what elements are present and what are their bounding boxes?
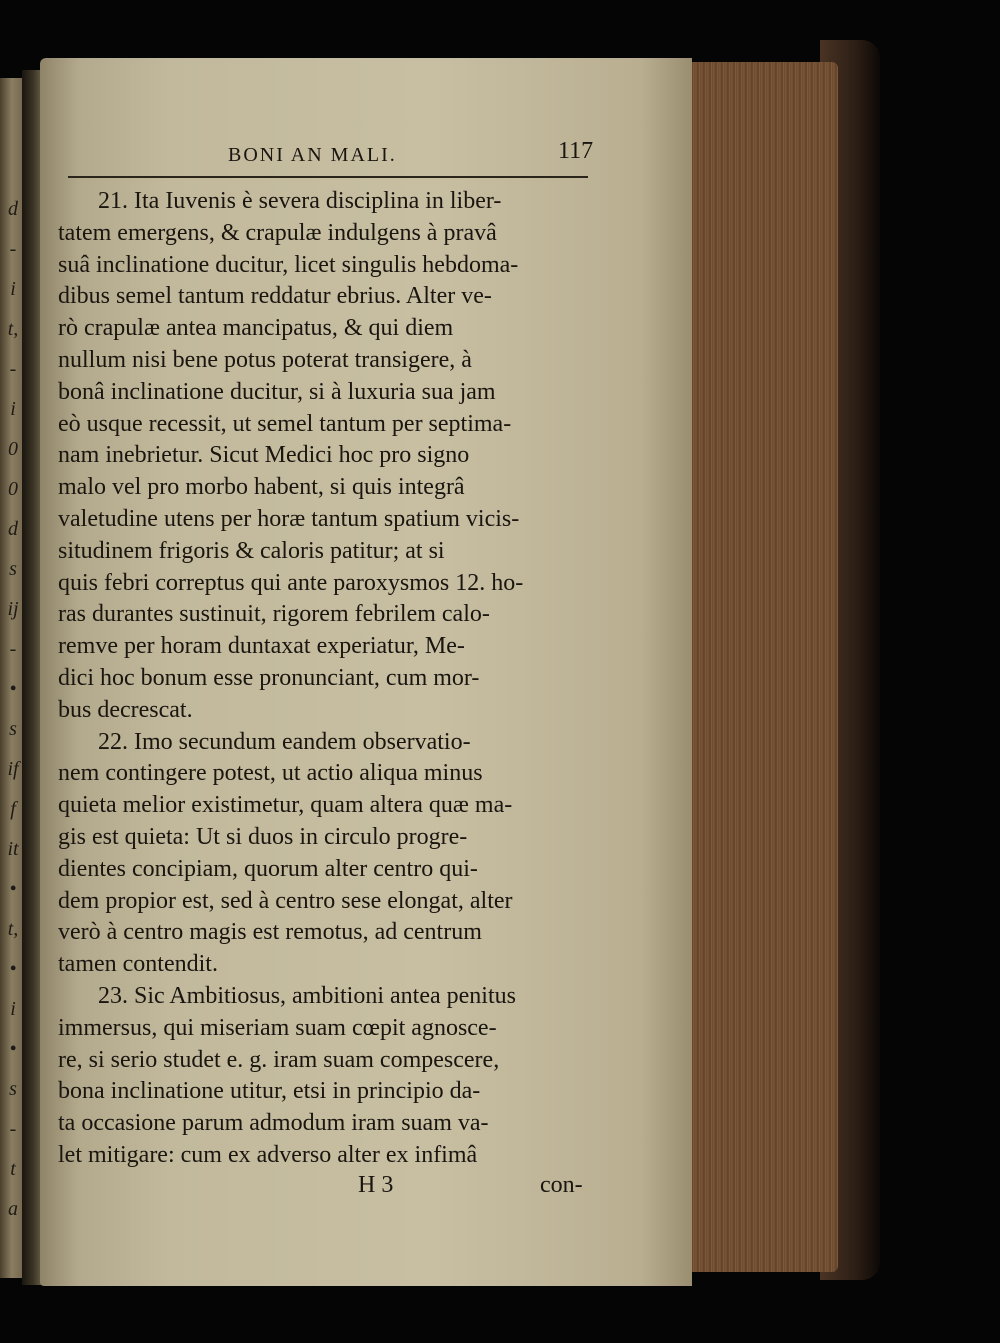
left-page-fragment: s	[9, 1078, 17, 1100]
text-line: nullum nisi bene potus poterat transigere, à	[58, 346, 472, 373]
text-line: verò à centro magis est remotus, ad centrum	[58, 919, 482, 946]
text-line: tamen contendit.	[58, 951, 218, 978]
text-line: valetudine utens per horæ tantum spatium vicis-	[58, 505, 520, 532]
left-page-fragment: i	[10, 278, 16, 300]
left-page-fragment: f	[10, 798, 16, 820]
left-page-fragment: if	[7, 758, 19, 780]
catch-line	[58, 1172, 598, 1206]
text-line: bonâ inclinatione ducitur, si à luxuria sua jam	[58, 378, 496, 405]
running-head: BONI AN MALI.	[228, 144, 397, 166]
text-line: bona inclinatione utitur, etsi in principio da-	[58, 1078, 481, 1105]
text-line: situdinem frigoris & caloris patitur; at si	[58, 537, 445, 564]
left-page-fragment: t,	[7, 318, 19, 340]
left-page-fragment: d	[8, 198, 18, 220]
left-page-fragment: •	[9, 878, 17, 900]
page-stack-fore-edge	[688, 62, 838, 1272]
catchword: con-	[540, 1171, 583, 1198]
text-line: 22. Imo secundum eandem observatio-	[98, 728, 471, 755]
text-line: nam inebrietur. Sicut Medici hoc pro signo	[58, 442, 470, 469]
left-page-fragment: i	[10, 998, 16, 1020]
text-line: re, si serio studet e. g. iram suam compescere,	[58, 1046, 500, 1073]
left-page-fragment: -	[9, 238, 17, 260]
left-page-fragment: t	[10, 1158, 16, 1180]
left-page-fragment: •	[9, 958, 17, 980]
text-line: 21. Ita Iuvenis è severa disciplina in liber-	[98, 188, 502, 214]
page-header	[58, 138, 598, 174]
text-line: suâ inclinatione ducitur, licet singulis hebdoma-	[58, 251, 519, 278]
left-page-fragment: ij	[7, 598, 19, 620]
left-page-fragment: s	[9, 558, 17, 580]
left-page-fragment: i	[10, 398, 16, 420]
text-line: quis febri correptus qui ante paroxysmos 12. ho-	[58, 569, 524, 596]
left-page-fragment: •	[9, 678, 17, 700]
text-line: remve per horam duntaxat experiatur, Me-	[58, 633, 465, 660]
page-text-block	[58, 138, 598, 1198]
left-page-fragment: -	[9, 1118, 17, 1140]
text-line: let mitigare: cum ex adverso alter ex infimâ	[58, 1141, 478, 1168]
text-line: dem propior est, sed à centro sese elongat, alter	[58, 887, 513, 914]
left-page-fragment: s	[9, 718, 17, 740]
text-line: dientes concipiam, quorum alter centro qui-	[58, 855, 478, 882]
body-text	[58, 186, 598, 1206]
text-line: dici hoc bonum esse pronunciant, cum mor-	[58, 664, 480, 691]
text-line: bus decrescat.	[58, 696, 193, 723]
text-line: 23. Sic Ambitiosus, ambitioni antea penitus	[98, 982, 516, 1009]
left-page-fragment: •	[9, 1038, 17, 1060]
header-rule	[68, 176, 588, 178]
text-line: malo vel pro morbo habent, si quis integrâ	[58, 474, 465, 501]
left-page-fragment: -	[9, 638, 17, 660]
text-line: rò crapulæ antea mancipatus, & qui diem	[58, 315, 454, 342]
left-page-fragment: 0	[8, 438, 18, 460]
left-page-fragment: it	[7, 838, 19, 860]
book-page	[40, 58, 692, 1286]
text-line: ras durantes sustinuit, rigorem febrilem calo-	[58, 601, 490, 628]
text-line: tatem emergens, & crapulæ indulgens à pravâ	[58, 219, 497, 246]
signature-mark: H 3	[358, 1171, 394, 1198]
text-line: immersus, qui miseriam suam cœpit agnosce-	[58, 1014, 497, 1041]
text-line: eò usque recessit, ut semel tantum per septima-	[58, 410, 512, 437]
left-page-fragment: -	[9, 358, 17, 380]
text-line: nem contingere potest, ut actio aliqua minus	[58, 760, 483, 787]
page-number: 117	[558, 138, 594, 164]
text-line: gis est quieta: Ut si duos in circulo progre-	[58, 823, 468, 850]
text-line: dibus semel tantum reddatur ebrius. Alter ve-	[58, 283, 492, 310]
left-page-fragment: d	[8, 518, 18, 540]
left-page-fragment: 0	[8, 478, 18, 500]
left-page-fragment: a	[8, 1198, 18, 1220]
left-page-fragment: t,	[7, 918, 19, 940]
text-line: ta occasione parum admodum iram suam va-	[58, 1110, 489, 1137]
text-line: quieta melior existimetur, quam altera quæ ma-	[58, 792, 513, 819]
